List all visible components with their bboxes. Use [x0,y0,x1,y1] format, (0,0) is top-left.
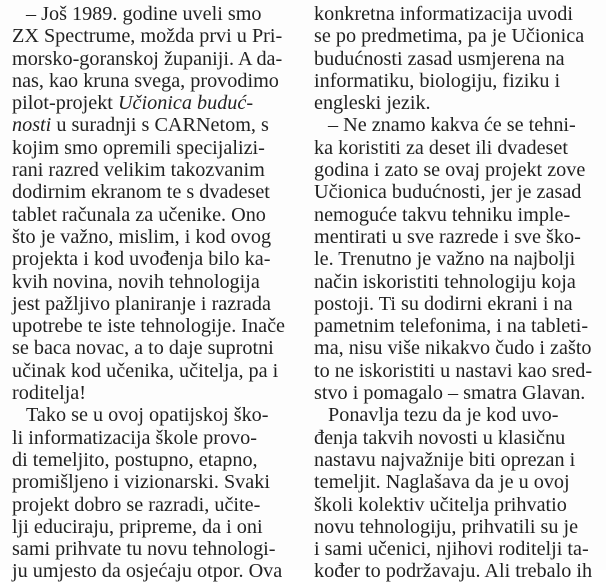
text-run: Učionica budućnosti, jer je zasad [314,181,582,204]
text-run: projekt dobro se razradi, učite- [12,493,261,516]
text-line [12,538,300,560]
text-line [12,181,300,203]
text-run: se baca novac, a to daje suprotni [12,337,274,360]
text-line [12,471,300,493]
text-run: rani razred velikim takozvanim [12,159,265,182]
text-run: budućnosti zasad usmjerena na [314,47,565,70]
text-run: ma, nisu više nikakvo čudo i zašto [314,337,592,360]
text-line [314,181,594,203]
text-line [314,293,594,315]
italic-text: ć- [237,92,254,115]
text-run: i sami učenici, njihovi roditelji ta- [314,538,589,561]
text-line [12,248,300,270]
text-line [314,226,594,248]
text-run: to ne iskoristiti u nastavi kao sred- [314,359,593,382]
text-run: ka koristiti za deset ili dvadeset [314,136,568,159]
text-line [314,92,594,114]
text-line [12,293,300,315]
text-line [12,382,300,404]
text-line [314,404,594,426]
text-line [314,3,594,25]
text-run: ju umjesto da osjećaju otpor. Ova [12,560,283,583]
text-run: projekta i kod uvođenja bilo ka- [12,248,271,271]
text-line [314,337,594,359]
text-run: godina i zato se ovaj projekt zove [314,159,586,182]
text-run: engleski jezik. [314,92,431,115]
text-run: đenja takvih novosti u klasičnu [314,426,566,449]
text-run: – Ne znamo kakva će se tehni- [328,114,576,137]
text-line [12,315,300,337]
text-run: dodirnim ekranom te s dvadeset [12,181,270,204]
italic-text: nosti [12,114,52,137]
article-column-left [12,3,300,583]
text-line [314,271,594,293]
text-run: nemoguće takvu tehniku imple- [314,203,571,226]
text-line [12,560,300,582]
text-line [314,204,594,226]
text-line [12,137,300,159]
text-line [12,226,300,248]
text-line [12,360,300,382]
text-run: način iskoristiti tehnologiju koja [314,270,576,293]
text-run: u suradnji s CARNetom, s [51,114,269,137]
text-line [12,427,300,449]
text-line [12,92,300,114]
text-run: nastavu najvažnije biti oprezan i [314,448,576,471]
text-line [314,494,594,516]
text-run: di temeljito, postupno, etapno, [12,448,258,471]
text-line [12,70,300,92]
text-line [314,137,594,159]
text-run: li informatizacija škole provo- [12,426,257,449]
text-run: informatiku, biologiju, fiziku i [314,69,561,92]
text-line [12,337,300,359]
text-run: nas, kao kruna svega, provodimo [12,69,279,92]
text-line [314,70,594,92]
italic-text: Učionica budu [117,92,238,115]
text-run: sami prihvate tu novu tehnologi- [12,538,276,561]
text-line [314,471,594,493]
text-run: kvih novina, novih tehnologija [12,270,260,293]
text-run: učinak kod učenika, učitelja, pa i [12,359,279,382]
text-run: Ponavlja tezu da je kod uvo- [328,404,559,427]
text-line [314,360,594,382]
text-line [314,159,594,181]
text-run: morsko-goranskoj županiji. A da- [12,47,283,70]
text-run: školi kolektiv učitelja prihvatio [314,493,567,516]
text-run: temeljit. Naglašava da je u ovoj [314,471,570,494]
text-line [12,114,300,136]
text-line [314,449,594,471]
text-run: ZX Spectrume, možda prvi u Pri- [12,25,283,48]
text-line [12,25,300,47]
text-line [314,25,594,47]
text-line [12,494,300,516]
text-run: postoji. Ti su dodirni ekrani i na [314,292,573,315]
text-line [12,48,300,70]
text-line [12,404,300,426]
text-run: tablet računala za učenike. Ono [12,203,266,226]
text-line [12,159,300,181]
text-line [12,271,300,293]
text-run: upotrebe te iste tehnologije. Inače [12,315,285,338]
text-run: mentirati u sve razrede i sve ško- [314,225,581,248]
text-line [314,538,594,560]
text-run: kođer to podržavaju. Ali trebalo ih [314,560,593,583]
text-run: pametnim telefonima, i na tableti- [314,315,589,338]
text-run: pilot-projekt [12,92,118,115]
text-run: lji educiraju, pripreme, da i oni [12,515,263,538]
text-line [314,382,594,404]
text-run: novu tehnologiju, prihvatili su je [314,515,579,538]
text-run: promišljeno i vizionarski. Svaki [12,471,270,494]
article-column-right [314,3,594,583]
text-line [314,427,594,449]
text-run: roditelja! [12,382,86,405]
text-line [314,315,594,337]
text-line [12,204,300,226]
text-run: konkretna informatizacija uvodi [314,3,573,25]
text-run: kojim smo opremili specijalizi- [12,136,265,159]
text-line [314,560,594,582]
text-run: se po predmetima, pa je Učionica [314,25,585,48]
text-line [314,48,594,70]
text-line [12,3,300,25]
text-line [12,516,300,538]
text-run: Tako se u ovoj opatijskoj ško- [26,404,269,427]
text-line [314,516,594,538]
text-run: jest pažljivo planiranje i razrada [12,292,271,315]
text-run: le. Trenutno je važno na najbolji [314,248,576,271]
text-run: – Još 1989. godine uveli smo [26,3,262,25]
text-line [12,449,300,471]
text-run: što je važno, mislim, i kod ovog [12,225,272,248]
text-line [314,114,594,136]
text-line [314,248,594,270]
text-run: stvo i pomagalo – smatra Glavan. [314,382,586,405]
